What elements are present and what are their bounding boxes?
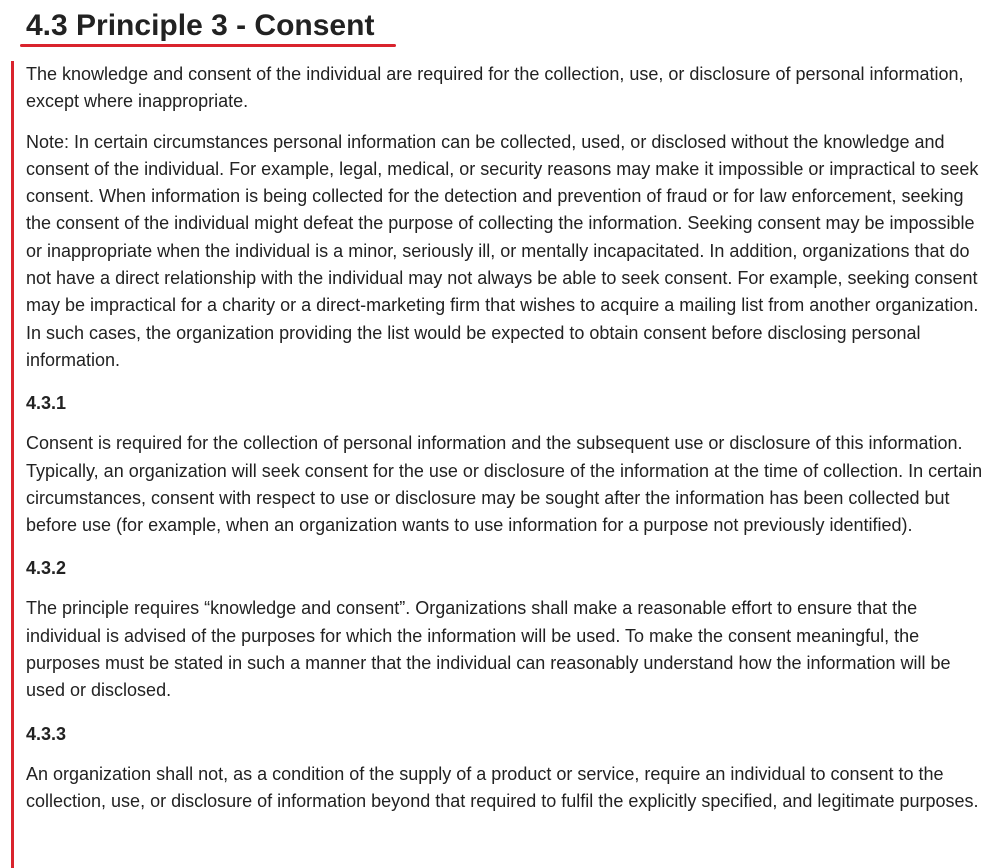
- section-paragraph-4-3-3: An organization shall not, as a condition of the supply of a product or service, require an individual to consent to the collection, use, or disclosure of information beyond that required to fulfil the explicitly specified, and legitimate purposes.: [26, 763, 979, 811]
- section-heading-4-3-1: 4.3.1: [26, 393, 67, 414]
- section-paragraph-4-3-2: The principle requires “knowledge and consent”. Organizations shall make a reasonable effort to ensure that the individual is advised of the purposes for which the information will be used. To make the consent meaningful, the purposes must be stated in such a manner that the individual can reasonably understand how the information will be used or disclosed.: [26, 598, 951, 701]
- section-paragraph-4-3-1: Consent is required for the collection of personal information and the subsequent use or disclosure of this information. Typically, an organization will seek consent for the use or disclosure of the information at the time of collection. In certain circumstances, consent with respect to use or disclosure may be sought after the information has been collected but before use (for example, when an organization wants to use information for a purpose not previously identified).: [26, 433, 983, 536]
- document-body: [26, 61, 988, 815]
- section-heading-4-3-3: 4.3.3: [26, 723, 67, 744]
- note-paragraph: Note: In certain circumstances personal information can be collected, used, or disclosed without the knowledge and consent of the individual. For example, legal, medical, or security reasons may make it impossible or impractical to seek consent. When information is being collected for the detection and prevention of fraud or for law enforcement, seeking the consent of the individual might defeat the purpose of collecting the information. Seeking consent may be impossible or inappropriate when the individual is a minor, seriously ill, or mentally incapacitated. In addition, organizations that do not have a direct relationship with the individual may not always be able to seek consent. For example, seeking consent may be impractical for a charity or a direct-marketing firm that wishes to acquire a mailing list from another organization. In such cases, the organization providing the list would be expected to obtain consent before disclosing personal information.: [26, 131, 979, 370]
- left-accent-bar: [11, 61, 14, 868]
- title-underline: [20, 44, 396, 47]
- page-title: 4.3 Principle 3 - Consent: [26, 9, 375, 42]
- intro-paragraph: The knowledge and consent of the individual are required for the collection, use, or disclosure of personal information, except where inappropriate.: [26, 64, 964, 112]
- section-heading-4-3-2: 4.3.2: [26, 558, 67, 579]
